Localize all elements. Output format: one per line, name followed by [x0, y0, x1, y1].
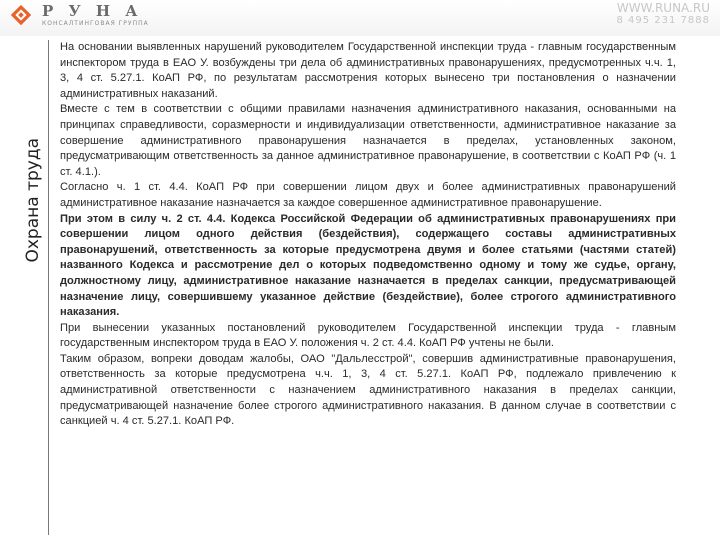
paragraph-3: Согласно ч. 1 ст. 4.4. КоАП РФ при совершении лицом двух и более административных правонарушений административное наказание назначается за каждое совершенное административное правонарушение. [60, 181, 676, 209]
phone-number: 8 495 231 7888 [616, 15, 710, 26]
logo-subtitle: КОНСАЛТИНГОВАЯ ГРУППА [42, 20, 149, 27]
section-title-text: Охрана труда [23, 137, 43, 263]
document-body [60, 40, 676, 430]
paragraph-5: При вынесении указанных постановлений руководителем Государственной инспекции труда - главным государственным инспектором труда в ЕАО У. положения ч. 2 ст. 4.4. КоАП РФ учтены не были. [60, 321, 676, 350]
contacts [616, 1, 710, 27]
paragraph-6: Таким образом, вопреки доводам жалобы, ОАО "Дальлесстрой", совершив административные правонарушения, ответственность за которые предусмотрена ч.ч. 1, 3, 4 ст. 5.27.1. КоАП РФ, подлежало привлечению к административной ответственности с назначением административного наказания в пределах санкции, предусматривающей назначение более строгого административного наказания. В данном случае в соответствии с санкцией ч. 4 ст. 5.27.1. КоАП РФ. [60, 352, 676, 428]
paragraph-2: Вместе с тем в соответствии с общими правилами назначения административного наказания, основанными на принципах справедливости, соразмерности и индивидуализации ответственности, административное наказание за совершение административного правонарушения назначается в пределах, установленных законом, предусматривающим ответственность за данное административное правонарушение, в соответствии с КоАП РФ (ч. 1 ст. 4.1.). [60, 103, 676, 178]
logo-name: Р У Н А [42, 2, 143, 20]
paragraph-4-bold: При этом в силу ч. 2 ст. 4.4. Кодекса Российской Федерации об административных правонарушениях при совершении лицом одного действия (бездействия), содержащего составы административных правонарушений, ответственность за которые предусмотрена двумя и более статьями (частями статей) названного Кодекса и рассмотрение дел о которых подведомственно одному и тому же судье, органу, должностному лицу, административное наказание назначается в пределах санкции, предусматривающей назначение лицу, совершившему указанное действие (бездействие), более строгого административного наказания. [60, 212, 676, 319]
paragraph-1: На основании выявленных нарушений руководителем Государственной инспекции труда - главным государственным инспектором труда в ЕАО У. возбуждены три дела об административных правонарушениях, предусмотренных ч.ч. 1, 3, 4 ст. 5.27.1. КоАП РФ, по результатам рассмотрения которых вынесено три постановления о назначении административных наказаний. [60, 41, 676, 100]
vertical-divider [48, 40, 49, 535]
runa-logo-icon [10, 4, 32, 26]
website-link[interactable]: WWW.RUNA.RU [616, 1, 710, 15]
section-title [20, 50, 46, 350]
header-bar [0, 0, 720, 36]
